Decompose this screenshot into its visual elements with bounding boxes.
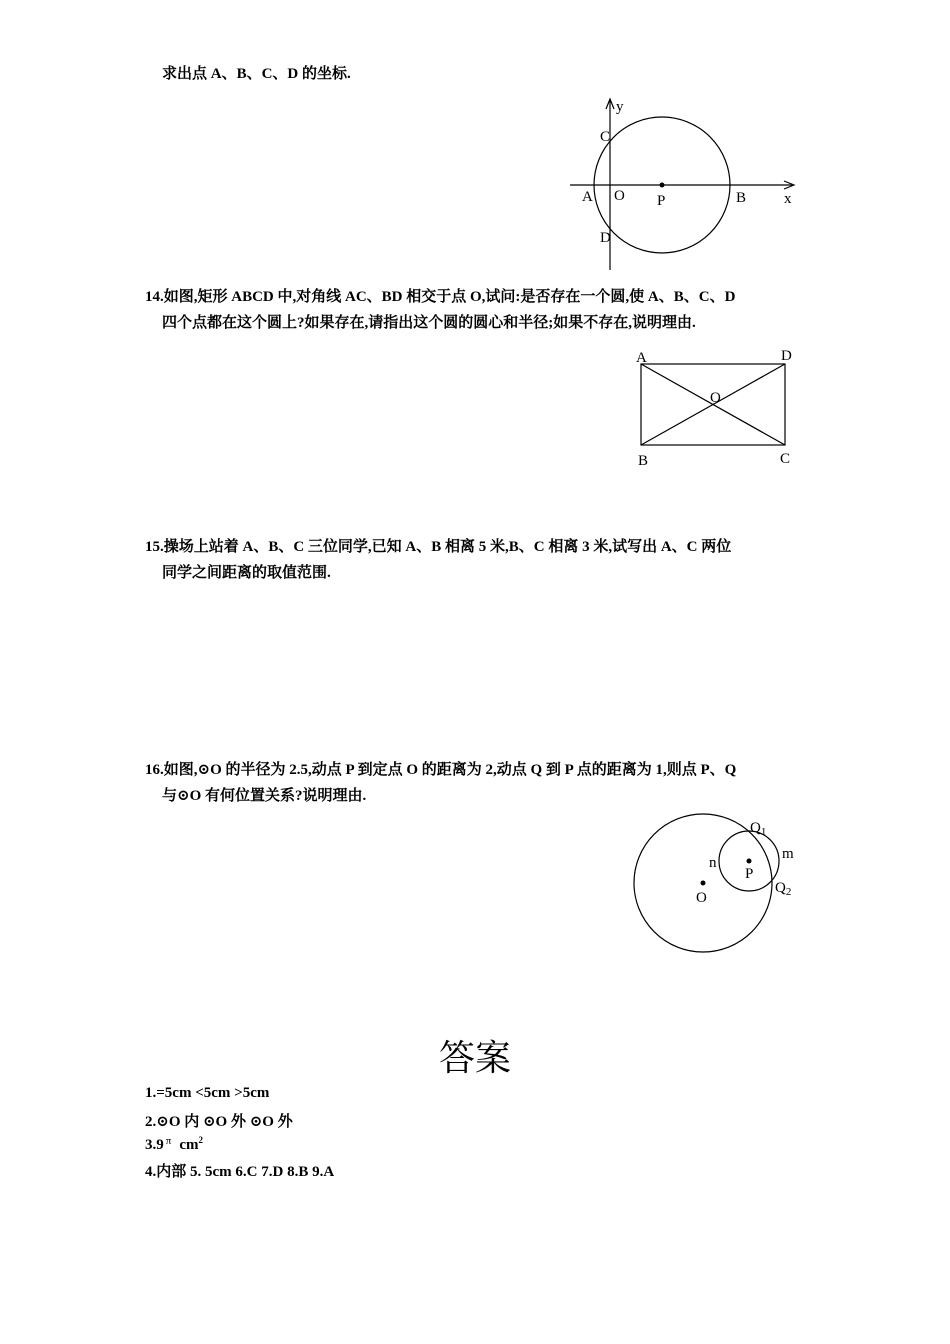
label-n: n [709,855,717,871]
point-p [660,183,665,188]
answer-4: 4.内部 5. 5cm 6.C 7.D 8.B 9.A [145,1164,335,1180]
label-a: A [582,189,593,205]
answer-3: 3.9 $^\pi$ $cm^2$ [145,1135,203,1153]
label-o: O [710,390,721,406]
q16-line1: 16.如图,⊙O 的半径为 2.5,动点 P 到定点 O 的距离为 2,动点 Q 到 P 点的距离为 1,则点 P、Q [145,762,737,778]
q15-line1: 15.操场上站着 A、B、C 三位同学,已知 A、B 相离 5 米,B、C 相离 3 米,试写出 A、C 两位 [145,539,732,555]
q15-line2: 同学之间距离的取值范围. [162,565,331,581]
label-x: x [784,191,792,207]
q16-line2: 与⊙O 有何位置关系?说明理由. [162,788,367,804]
label-p: P [657,193,666,209]
q13-text: 求出点 A、B、C、D 的坐标. [162,66,351,82]
q16-figure [625,810,810,960]
q13-figure [560,95,810,275]
label-b: B [638,453,649,469]
q14-figure [630,345,805,475]
label-c: C [780,451,791,467]
label-y: y [616,99,624,115]
label-q2: $Q_2$ [775,880,792,898]
answer-2: 2.⊙O 内 ⊙O 外 ⊙O 外 [145,1114,293,1130]
answer-1: 1.=5cm <5cm >5cm [145,1085,270,1101]
point-o [701,881,706,886]
label-b: B [736,190,747,206]
label-d: D [600,230,611,246]
label-d: D [781,348,792,364]
label-a: A [636,350,647,366]
q14-line2: 四个点都在这个圆上?如果存在,请指出这个圆的圆心和半径;如果不存在,说明理由. [162,315,696,331]
label-q1: $Q_1$ [750,820,767,838]
label-o: O [696,890,707,906]
point-p [747,859,752,864]
label-c: C [600,129,611,145]
label-p: P [745,866,754,882]
label-o: O [614,188,625,204]
answers-title: 答案 [438,1038,511,1079]
label-m: m [782,846,794,862]
q14-line1: 14.如图,矩形 ABCD 中,对角线 AC、BD 相交于点 O,试问:是否存在一个圆,使 A、B、C、D [145,289,736,305]
